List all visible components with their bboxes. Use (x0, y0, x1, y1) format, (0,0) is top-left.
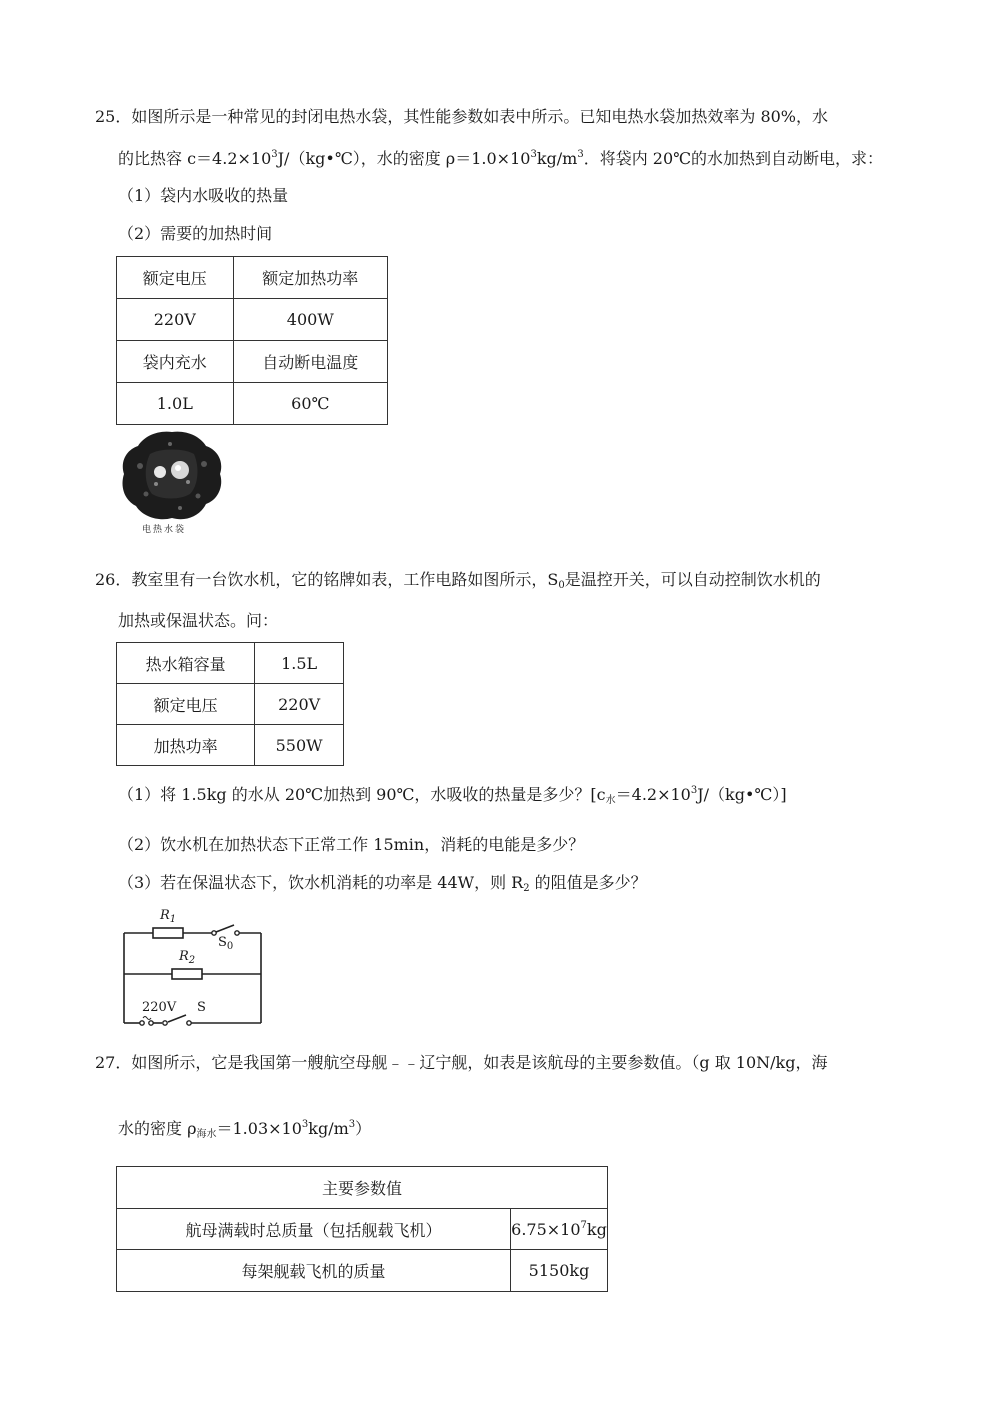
table-cell: 自动断电温度 (233, 341, 387, 383)
q27-line-1: 27．如图所示，它是我国第一艘航空母舰﹣﹣辽宁舰，如表是该航母的主要参数值。（g 取 10N/kg，海 (95, 1053, 828, 1072)
q26-sub-question-2: （2）饮水机在加热状态下正常工作 15min，消耗的电能是多少？ (118, 835, 585, 854)
s-label: S (197, 1000, 206, 1015)
table-cell: 加热功率 (117, 725, 255, 766)
table-cell: 220V (255, 684, 344, 725)
q26-sub-question-3: （3）若在保温状态下，饮水机消耗的功率是 44W，则 $R_2$ 的阻值是多少？ (118, 873, 647, 894)
photo-caption: 电热水袋 (142, 525, 187, 535)
q25-sub-question-2: （2）需要的加热时间 (118, 224, 273, 243)
voltage-label: 220V (142, 1000, 177, 1015)
q25-parameter-table (116, 256, 388, 425)
table-cell: 额定加热功率 (233, 257, 387, 299)
hot-water-bag-photo (120, 428, 224, 536)
q26-sub-question-1: （1）将 1.5kg 的水从 20℃加热到 90℃，水吸收的热量是多少？$[c_水=4.2\times 10^3J/(kg•℃)]$ (118, 785, 787, 806)
table-cell: 热水箱容量 (117, 643, 255, 684)
q27-line-2: 水的密度 $\rho_{海水}=1.03\times 10^3kg/m^3$） (118, 1119, 372, 1140)
q26-line-2: 加热或保温状态。问： (118, 611, 279, 630)
q26-nameplate-table (116, 642, 344, 766)
circuit-diagram (116, 905, 268, 1030)
q27-parameter-table (116, 1166, 608, 1292)
circuit-wires (116, 905, 268, 1030)
table-cell: 额定电压 (117, 257, 234, 299)
table-cell: 60℃ (233, 383, 387, 425)
table-cell: 550W (255, 725, 344, 766)
r2-label: $R_2$ (179, 949, 196, 966)
q26-line-1: 26．教室里有一台饮水机，它的铭牌如表，工作电路如图所示，$S_0$是温控开关，可以自动控制饮水机的 (95, 570, 821, 591)
table-cell: 1.5L (255, 643, 344, 684)
table-cell: 5150kg (511, 1250, 608, 1292)
r1-label: $R_1$ (160, 908, 177, 925)
q25-line-2: 的比热容 $c=4.2\times 10^3J/(kg•℃)$，水的密度 $\rho=1.0\times 10^3kg/m^3$．将袋内 20℃的水加热到自动断电，求： (118, 149, 884, 168)
q25-sub-question-1: （1）袋内水吸收的热量 (118, 186, 289, 205)
table-cell: 每架舰载飞机的质量 (117, 1250, 511, 1292)
table-header: 主要参数值 (117, 1167, 608, 1209)
hot-water-bag-image (120, 428, 224, 524)
table-cell: 额定电压 (117, 684, 255, 725)
table-cell: 220V (117, 299, 234, 341)
q25-line-1: 25．如图所示是一种常见的封闭电热水袋，其性能参数如表中所示。已知电热水袋加热效率为 80%，水 (95, 107, 829, 126)
table-cell: 400W (233, 299, 387, 341)
table-cell: $6.75\times 10^7kg$ (511, 1209, 608, 1250)
s0-label: $S_0$ (218, 935, 234, 952)
table-cell: 1.0L (117, 383, 234, 425)
table-cell: 航母满载时总质量（包括舰载飞机） (117, 1209, 511, 1250)
table-cell: 袋内充水 (117, 341, 234, 383)
